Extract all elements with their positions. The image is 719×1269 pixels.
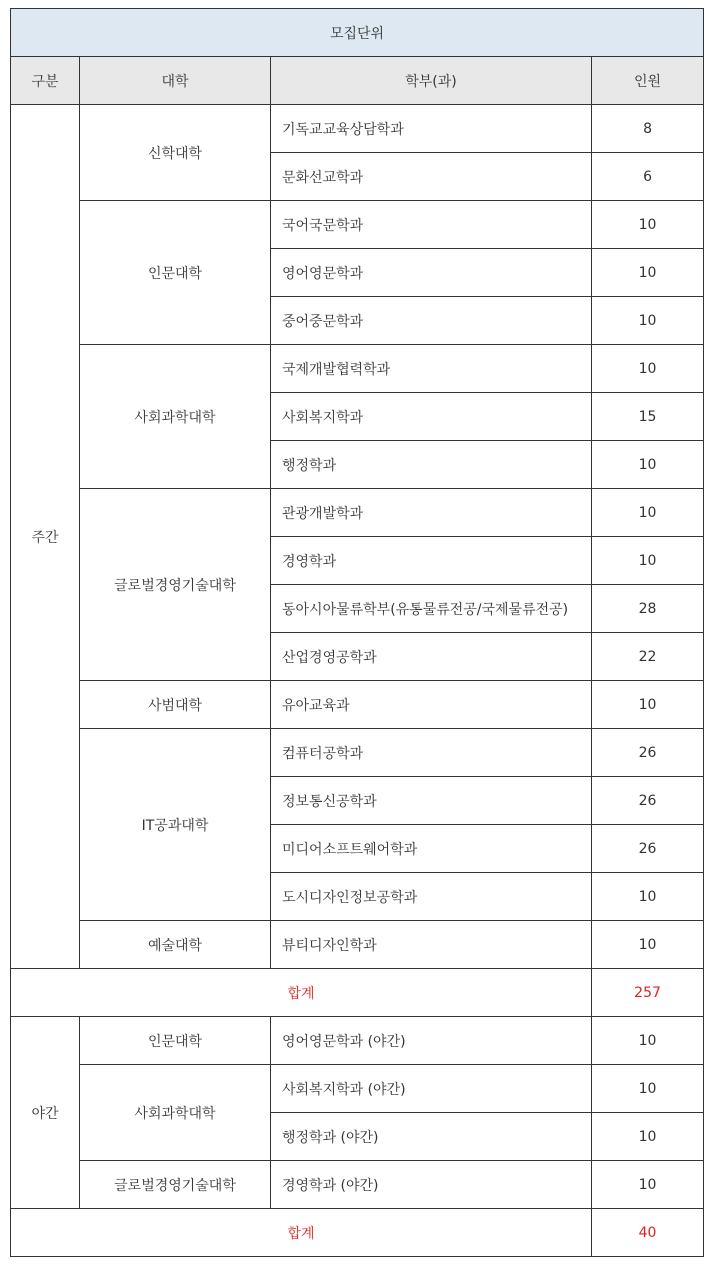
header-division: 구분	[11, 57, 80, 105]
quota-cell: 10	[592, 537, 704, 585]
table-title: 모집단위	[11, 9, 704, 57]
table-row	[11, 921, 704, 969]
quota-cell: 10	[592, 201, 704, 249]
quota-cell: 26	[592, 729, 704, 777]
quota-cell: 15	[592, 393, 704, 441]
total-label: 합계	[11, 1209, 592, 1257]
department-cell: 문화선교학과	[271, 153, 592, 201]
quota-cell: 10	[592, 681, 704, 729]
quota-cell: 10	[592, 921, 704, 969]
quota-cell: 28	[592, 585, 704, 633]
total-row-day	[11, 969, 704, 1017]
admission-table	[10, 8, 704, 1257]
department-cell: 국어국문학과	[271, 201, 592, 249]
department-cell: 미디어소프트웨어학과	[271, 825, 592, 873]
quota-cell: 6	[592, 153, 704, 201]
table-row	[11, 729, 704, 777]
division-day: 주간	[11, 105, 80, 969]
department-cell: 동아시아물류학부(유통물류전공/국제물류전공)	[271, 585, 592, 633]
department-cell: 컴퓨터공학과	[271, 729, 592, 777]
quota-cell: 10	[592, 873, 704, 921]
table-row	[11, 1017, 704, 1065]
college-cell: 예술대학	[80, 921, 271, 969]
department-cell: 기독교교육상담학과	[271, 105, 592, 153]
table-row	[11, 681, 704, 729]
quota-cell: 26	[592, 777, 704, 825]
department-cell: 행정학과 (야간)	[271, 1113, 592, 1161]
department-cell: 국제개발협력학과	[271, 345, 592, 393]
total-row-night	[11, 1209, 704, 1257]
table-row	[11, 201, 704, 249]
header-quota: 인원	[592, 57, 704, 105]
college-cell: 신학대학	[80, 105, 271, 201]
quota-cell: 8	[592, 105, 704, 153]
college-cell: 사회과학대학	[80, 345, 271, 489]
quota-cell: 26	[592, 825, 704, 873]
table-row	[11, 345, 704, 393]
department-cell: 행정학과	[271, 441, 592, 489]
department-cell: 관광개발학과	[271, 489, 592, 537]
department-cell: 영어영문학과 (야간)	[271, 1017, 592, 1065]
table-row	[11, 489, 704, 537]
header-college: 대학	[80, 57, 271, 105]
department-cell: 도시디자인정보공학과	[271, 873, 592, 921]
total-value: 257	[592, 969, 704, 1017]
quota-cell: 10	[592, 249, 704, 297]
table-row	[11, 1161, 704, 1209]
table-row	[11, 1065, 704, 1113]
department-cell: 유아교육과	[271, 681, 592, 729]
department-cell: 사회복지학과 (야간)	[271, 1065, 592, 1113]
quota-cell: 10	[592, 1113, 704, 1161]
quota-cell: 10	[592, 1017, 704, 1065]
department-cell: 산업경영공학과	[271, 633, 592, 681]
college-cell: 글로벌경영기술대학	[80, 489, 271, 681]
total-label: 합계	[11, 969, 592, 1017]
department-cell: 영어영문학과	[271, 249, 592, 297]
quota-cell: 10	[592, 1161, 704, 1209]
college-cell: IT공과대학	[80, 729, 271, 921]
department-cell: 경영학과 (야간)	[271, 1161, 592, 1209]
department-cell: 사회복지학과	[271, 393, 592, 441]
college-cell: 글로벌경영기술대학	[80, 1161, 271, 1209]
header-department: 학부(과)	[271, 57, 592, 105]
total-value: 40	[592, 1209, 704, 1257]
quota-cell: 22	[592, 633, 704, 681]
department-cell: 중어중문학과	[271, 297, 592, 345]
quota-cell: 10	[592, 441, 704, 489]
department-cell: 뷰티디자인학과	[271, 921, 592, 969]
quota-cell: 10	[592, 345, 704, 393]
quota-cell: 10	[592, 1065, 704, 1113]
department-cell: 정보통신공학과	[271, 777, 592, 825]
college-cell: 사범대학	[80, 681, 271, 729]
quota-cell: 10	[592, 489, 704, 537]
table-row	[11, 105, 704, 153]
quota-cell: 10	[592, 297, 704, 345]
college-cell: 인문대학	[80, 1017, 271, 1065]
division-night: 야간	[11, 1017, 80, 1209]
college-cell: 인문대학	[80, 201, 271, 345]
college-cell: 사회과학대학	[80, 1065, 271, 1161]
department-cell: 경영학과	[271, 537, 592, 585]
